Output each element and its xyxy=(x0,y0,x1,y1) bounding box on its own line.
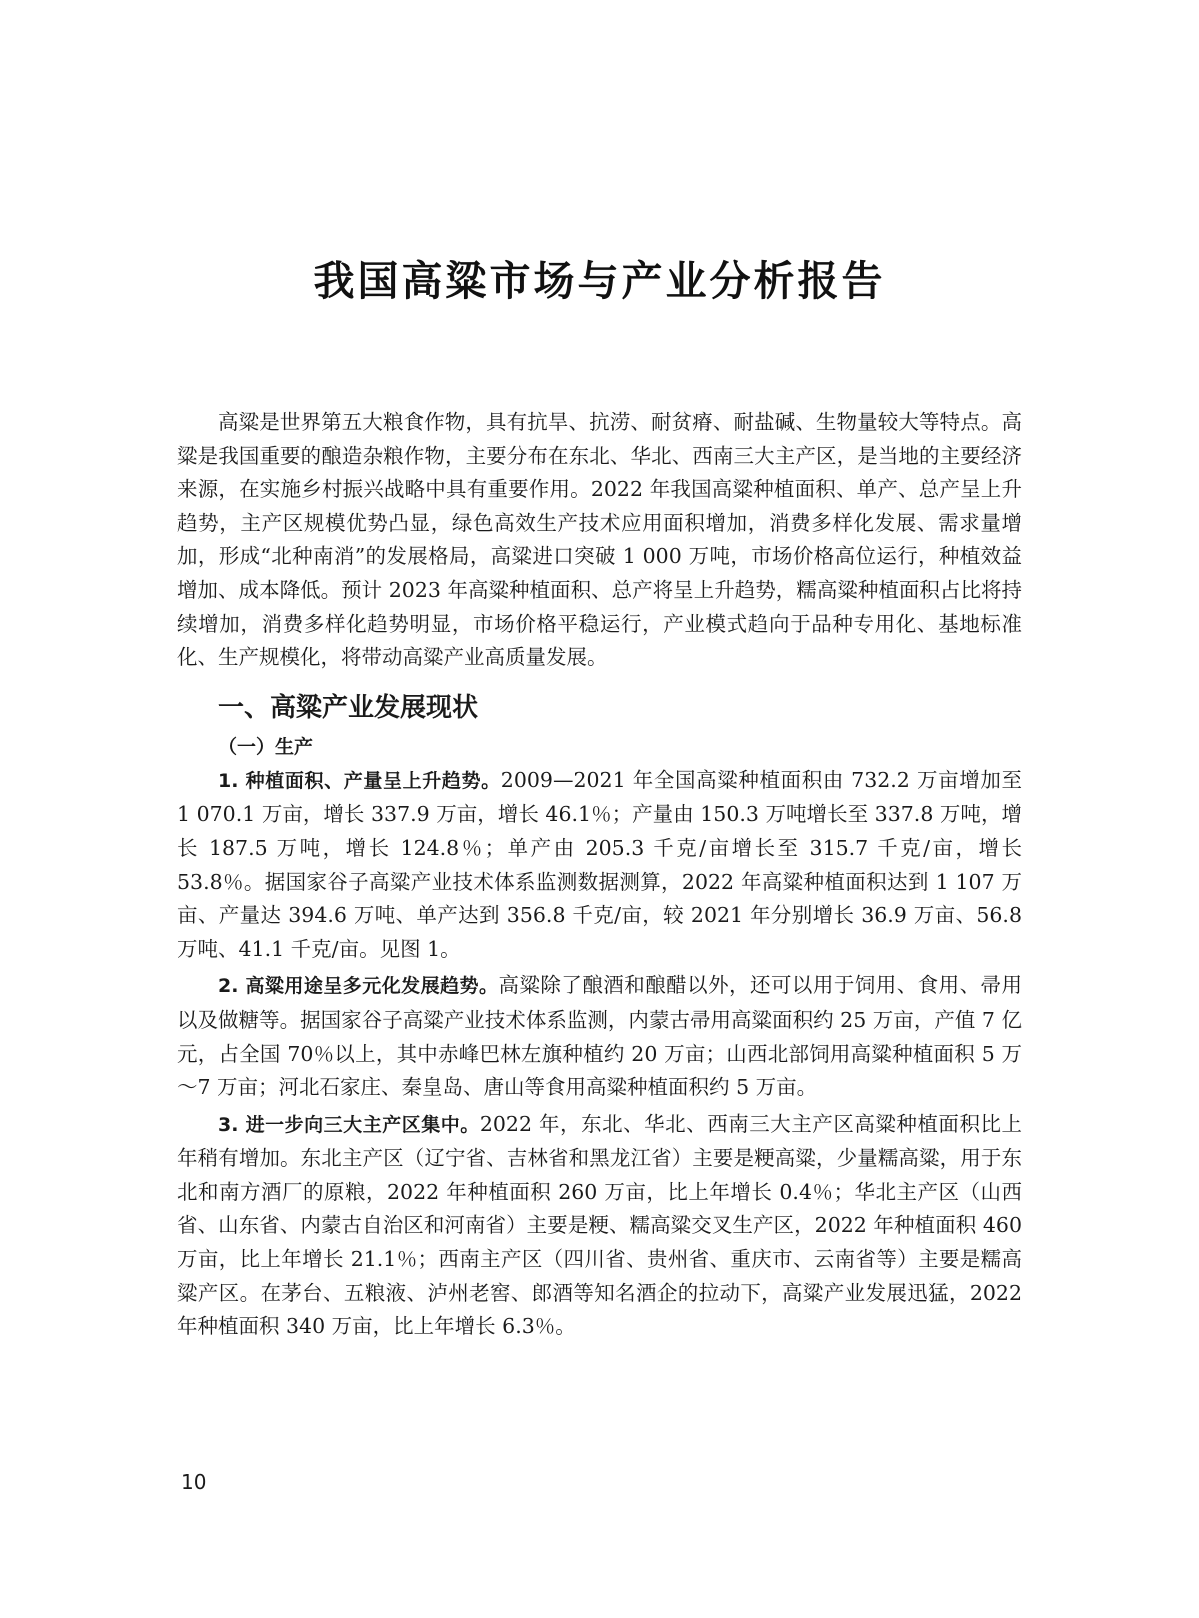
paragraph-2 xyxy=(177,969,1022,1104)
page-number: 10 xyxy=(181,1470,207,1494)
paragraph-3 xyxy=(177,1108,1022,1344)
section-heading: 一、高粱产业发展现状 xyxy=(218,692,479,723)
subsection-heading: （一）生产 xyxy=(218,735,314,758)
paragraph-1 xyxy=(177,764,1022,967)
paragraph-1-text: 2009—2021 年全国高粱种植面积由 732.2 万亩增加至 1 070.1 万亩，增长 337.9 万亩，增长 46.1％；产量由 150.3 万吨增长至 337.8 万吨，增长 187.5 万吨，增长 124.8％；单产由 205.3 千克/亩增长至 315.7 千克/亩，增长 53.8％。据国家谷子高粱产业技术体系监测数据测算，2022 年高粱种植面积达到 1 107 万亩、产量达 394.6 万吨、单产达到 356.8 千克/亩，较 2021 年分别增长 36.9 万亩、56.8 万吨、41.1 千克/亩。见图 1。 xyxy=(177,767,1022,961)
document-title: 我国高粱市场与产业分析报告 xyxy=(313,257,886,305)
paragraph-2-lead: 2. 高粱用途呈多元化发展趋势。 xyxy=(218,975,499,998)
paragraph-1-lead: 1. 种植面积、产量呈上升趋势。 xyxy=(218,769,501,792)
abstract-paragraph: 高粱是世界第五大粮食作物，具有抗旱、抗涝、耐贫瘠、耐盐碱、生物量较大等特点。高粱是我国重要的酿造杂粮作物，主要分布在东北、华北、西南三大主产区，是当地的主要经济来源，在实施乡村振兴战略中具有重要作用。2022 年我国高粱种植面积、单产、总产呈上升趋势，主产区规模优势凸显，绿色高效生产技术应用面积增加，消费多样化发展、需求量增加，形成“北种南消”的发展格局，高粱进口突破 1 000 万吨，市场价格高位运行，种植效益增加、成本降低。预计 2023 年高粱种植面积、总产将呈上升趋势，糯高粱种植面积占比将持续增加，消费多样化趋势明显，市场价格平稳运行，产业模式趋向于品种专用化、基地标准化、生产规模化，将带动高粱产业高质量发展。 xyxy=(177,410,1022,670)
paragraph-2-text: 高粱除了酿酒和酿醋以外，还可以用于饲用、食用、帚用以及做糖等。据国家谷子高粱产业技术体系监测，内蒙古帚用高粱面积约 25 万亩，产值 7 亿元，占全国 70％以上，其中赤峰巴林左旗种植约 20 万亩；山西北部饲用高粱种植面积 5 万～7 万亩；河北石家庄、秦皇岛、唐山等食用高粱种植面积约 5 万亩。 xyxy=(177,973,1022,1100)
paragraph-3-lead: 3. 进一步向三大主产区集中。 xyxy=(218,1113,480,1136)
document-body xyxy=(177,406,1022,1344)
paragraph-3-text: 2022 年，东北、华北、西南三大主产区高粱种植面积比上年稍有增加。东北主产区（辽宁省、吉林省和黑龙江省）主要是粳高粱，少量糯高粱，用于东北和南方酒厂的原粮，2022 年种植面积 260 万亩，比上年增长 0.4％；华北主产区（山西省、山东省、内蒙古自治区和河南省）主要是粳、糯高粱交叉生产区，2022 年种植面积 460 万亩，比上年增长 21.1％；西南主产区（四川省、贵州省、重庆市、云南省等）主要是糯高粱产区。在茅台、五粮液、泸州老窖、郎酒等知名酒企的拉动下，高粱产业发展迅猛，2022 年种植面积 340 万亩，比上年增长 6.3％。 xyxy=(177,1111,1022,1339)
